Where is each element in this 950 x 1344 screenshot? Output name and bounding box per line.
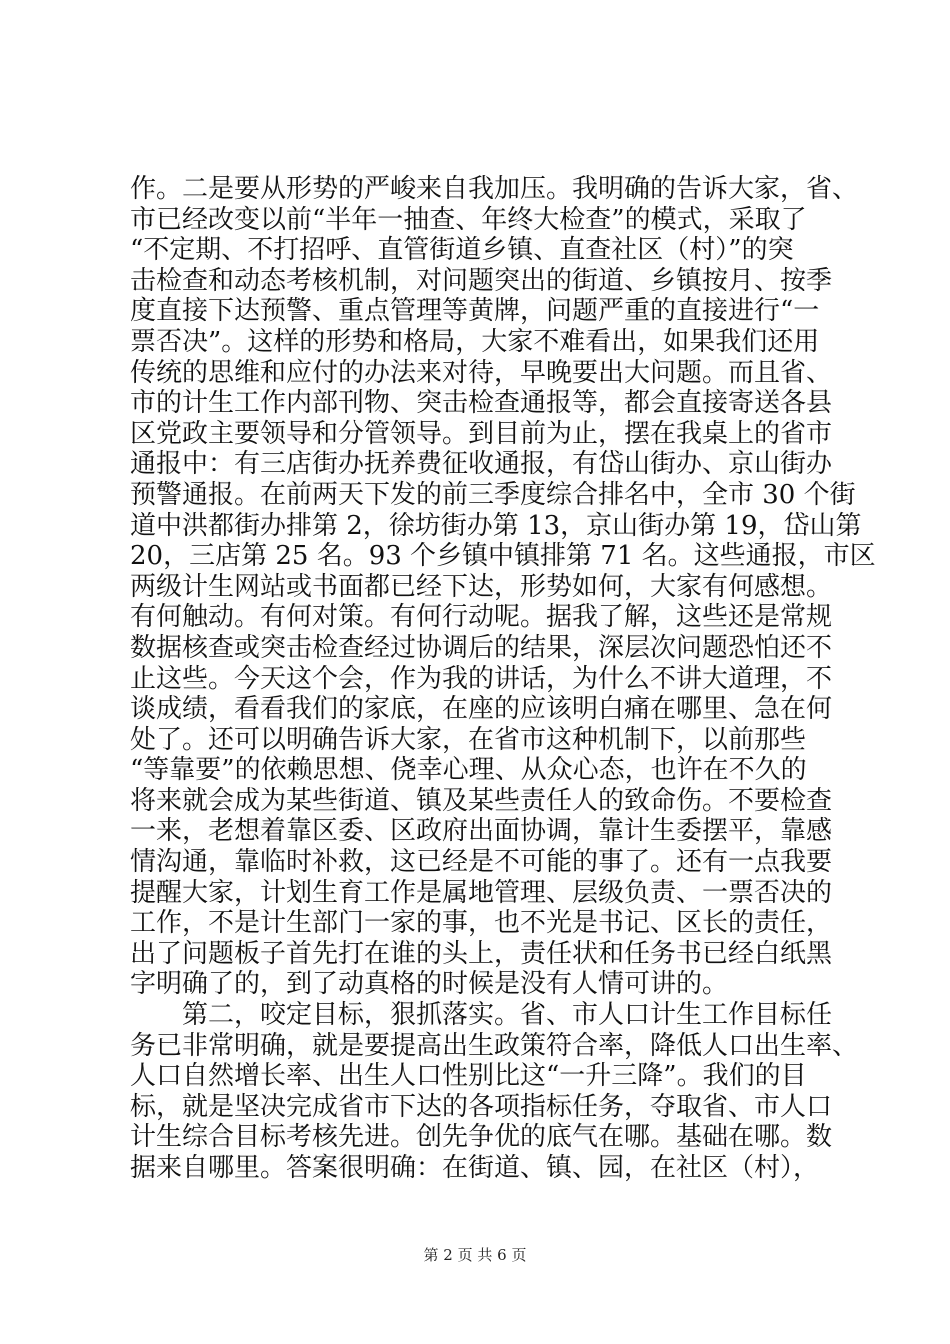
text-line: 通报中：有三店街办抚养费征收通报，有岱山街办、京山街办 — [130, 449, 833, 480]
text-line: 市已经改变以前“半年一抽查、年终大检查”的模式，采取了 — [130, 204, 807, 235]
body-text — [130, 174, 876, 1184]
text-line: 传统的思维和应付的办法来对待，早晚要出大问题。而且省、 — [130, 357, 833, 388]
text-line: 止这些。今天这个会，作为我的讲话，为什么不讲大道理，不 — [130, 663, 833, 694]
text-line: 人口自然增长率、出生人口性别比这“一升三降”。我们的目 — [130, 1061, 807, 1092]
text-line: 预警通报。在前两天下发的前三季度综合排名中，全市 30 个街 — [130, 479, 856, 510]
text-line: 作。二是要从形势的严峻来自我加压。我明确的告诉大家，省、 — [130, 174, 859, 204]
text-line: 处了。还可以明确告诉大家，在省市这种机制下，以前那些 — [130, 724, 807, 755]
text-line: 情沟通，靠临时补救，这已经是不可能的事了。还有一点我要 — [130, 847, 833, 878]
text-line: 一来，老想着靠区委、区政府出面协调，靠计生委摆平，靠感 — [130, 816, 833, 847]
text-line: 票否决”。这样的形势和格局，大家不难看出，如果我们还用 — [130, 326, 820, 357]
text-line: 提醒大家，计划生育工作是属地管理、层级负责、一票否决的 — [130, 877, 833, 908]
text-line: 20，三店第 25 名。93 个乡镇中镇排第 71 名。这些通报，市区 — [130, 541, 876, 572]
text-line: 数据核查或突击检查经过协调后的结果，深层次问题恐怕还不 — [130, 632, 833, 663]
text-line: 务已非常明确，就是要提高出生政策符合率，降低人口出生率、 — [130, 1030, 859, 1061]
text-line: 第二，咬定目标，狠抓落实。省、市人口计生工作目标任 — [130, 1000, 833, 1031]
text-line: 字明确了的，到了动真格的时候是没有人情可讲的。 — [130, 969, 729, 1000]
text-line: 有何触动。有何对策。有何行动呢。据我了解，这些还是常规 — [130, 602, 833, 633]
text-line: 度直接下达预警、重点管理等黄牌，问题严重的直接进行“一 — [130, 296, 820, 327]
text-line: 谈成绩，看看我们的家底，在座的应该明白痛在哪里、急在何 — [130, 694, 833, 725]
text-line: 将来就会成为某些街道、镇及某些责任人的致命伤。不要检查 — [130, 785, 833, 816]
page-footer: 第 2 页 共 6 页 — [423, 1246, 527, 1264]
text-line: 据来自哪里。答案很明确：在街道、镇、园，在社区（村）， — [130, 1153, 820, 1183]
text-line: 标，就是坚决完成省市下达的各项指标任务，夺取省、市人口 — [130, 1091, 833, 1122]
text-line: 区党政主要领导和分管领导。到目前为止，摆在我桌上的省市 — [130, 418, 833, 449]
text-line: 出了问题板子首先打在谁的头上，责任状和任务书已经白纸黑 — [130, 938, 833, 969]
text-line: 工作，不是计生部门一家的事，也不光是书记、区长的责任， — [130, 908, 833, 939]
text-line: 两级计生网站或书面都已经下达，形势如何，大家有何感想。 — [130, 571, 833, 602]
text-line: 计生综合目标考核先进。创先争优的底气在哪。基础在哪。数 — [130, 1122, 833, 1153]
text-line: 道中洪都街办排第 2，徐坊街办第 13，京山街办第 19，岱山第 — [130, 510, 862, 541]
text-line: “等靠要”的依赖思想、侥幸心理、从众心态，也许在不久的 — [130, 755, 807, 786]
text-line: 市的计生工作内部刊物、突击检查通报等，都会直接寄送各县 — [130, 388, 833, 419]
text-line: 击检查和动态考核机制，对问题突出的街道、乡镇按月、按季 — [130, 265, 833, 296]
text-line: “不定期、不打招呼、直管街道乡镇、直查社区（村）”的突 — [130, 235, 794, 266]
